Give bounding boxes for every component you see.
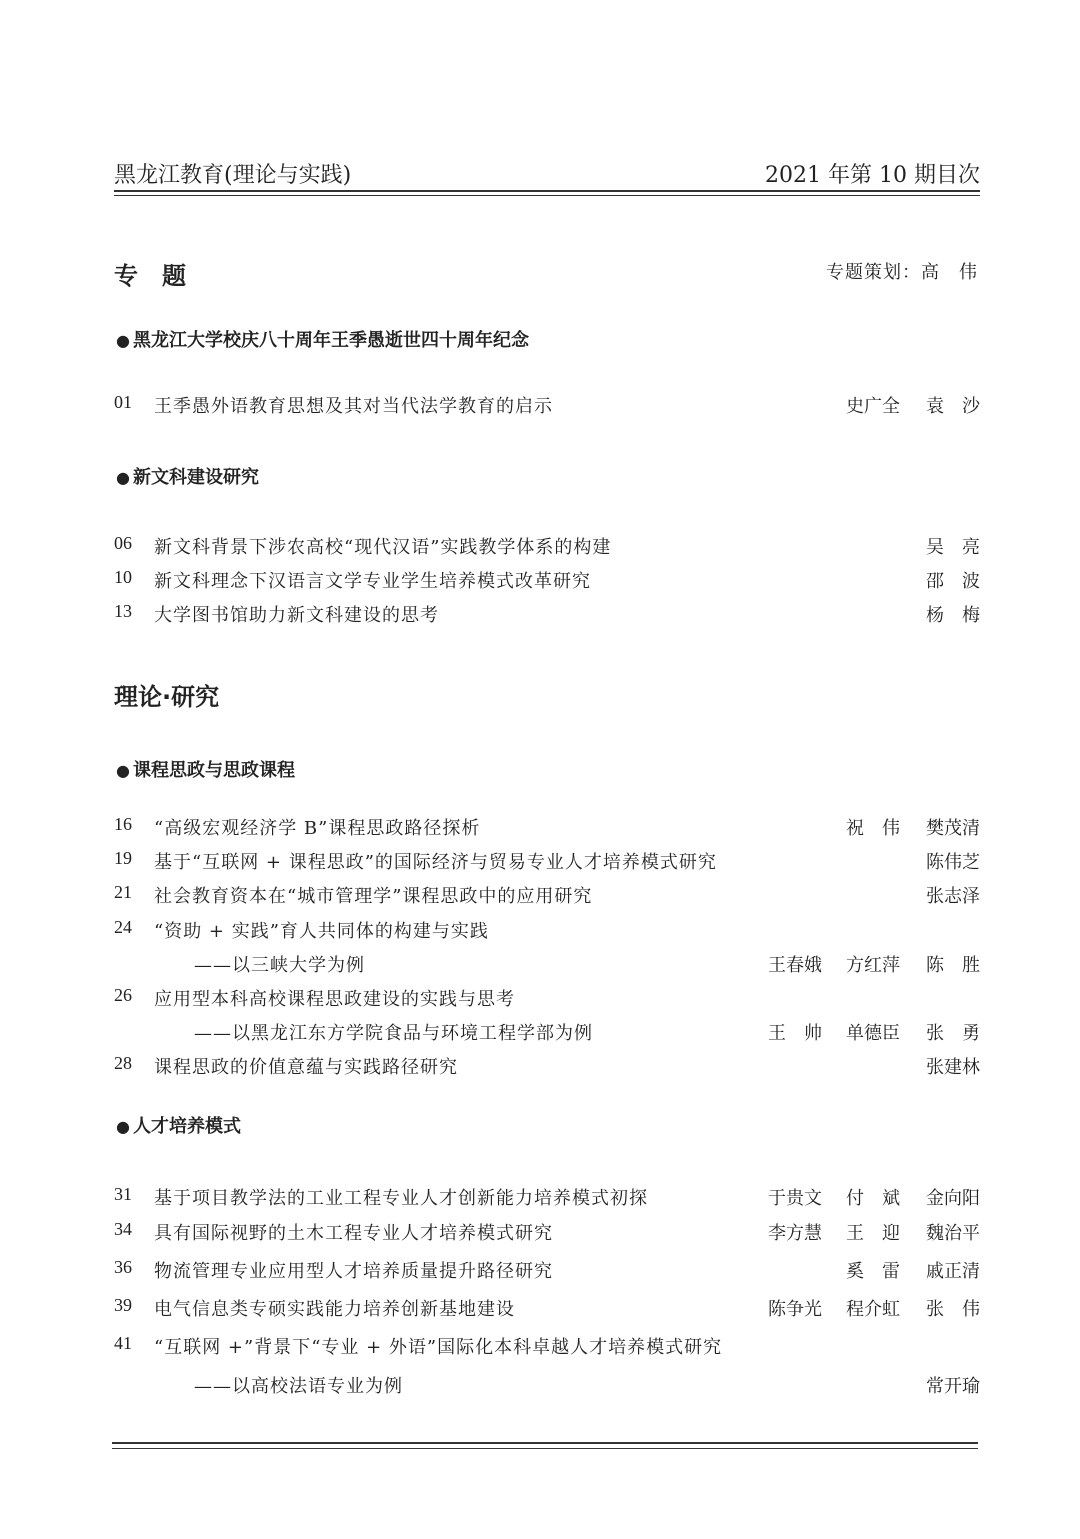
bullet-icon: ● <box>116 761 130 780</box>
author: 王 迎 <box>846 1223 900 1244</box>
page-number: 28 <box>114 1053 132 1073</box>
toc-entry[interactable] <box>114 601 980 627</box>
bullet-icon: ● <box>116 1117 130 1136</box>
author: 张 勇 <box>926 1023 980 1044</box>
page-number: 19 <box>114 848 132 868</box>
page-number: 34 <box>114 1219 132 1239</box>
toc-entry[interactable] <box>114 567 980 593</box>
article-title[interactable]: 基于项目教学法的工业工程专业人才创新能力培养模式初探 <box>154 1188 648 1209</box>
article-subtitle[interactable]: ——以高校法语专业为例 <box>194 1376 403 1397</box>
toc-entry[interactable] <box>114 1257 980 1283</box>
subsection-heading <box>116 463 259 489</box>
author: 陈争光 <box>768 1299 822 1320</box>
header-rule-thick <box>114 190 980 192</box>
footer-rule-thin <box>112 1448 978 1449</box>
article-title[interactable]: 电气信息类专硕实践能力培养创新基地建设 <box>154 1299 515 1320</box>
author: 吴 亮 <box>926 537 980 558</box>
author: 金向阳 <box>926 1188 980 1209</box>
toc-entry-continued[interactable] <box>114 1372 980 1398</box>
author: 常开瑜 <box>926 1376 980 1397</box>
page-number: 24 <box>114 917 132 937</box>
article-title[interactable]: “资助 + 实践”育人共同体的构建与实践 <box>154 921 489 942</box>
author: 方红萍 <box>846 955 900 976</box>
toc-entry[interactable] <box>114 1184 980 1210</box>
toc-entry[interactable] <box>114 533 980 559</box>
issue-title: 2021 年第 10 期目次 <box>765 163 980 188</box>
article-title[interactable]: 基于“互联网 + 课程思政”的国际经济与贸易专业人才培养模式研究 <box>154 852 717 873</box>
footer-rule-thick <box>112 1442 978 1444</box>
article-title[interactable]: 课程思政的价值意蕴与实践路径研究 <box>154 1057 458 1078</box>
author: 于贵文 <box>768 1188 822 1209</box>
section-title-special: 专 题 <box>114 262 186 290</box>
author: 陈伟芝 <box>926 852 980 873</box>
bullet-icon: ● <box>116 468 130 487</box>
author: 李方慧 <box>768 1223 822 1244</box>
toc-entry[interactable] <box>114 985 980 1011</box>
article-title[interactable]: 社会教育资本在“城市管理学”课程思政中的应用研究 <box>154 886 593 907</box>
author: 王 帅 <box>768 1023 822 1044</box>
toc-entry[interactable] <box>114 917 980 943</box>
page-number: 39 <box>114 1295 132 1315</box>
page-number: 41 <box>114 1333 132 1353</box>
subsection-heading <box>116 326 529 352</box>
author: 魏治平 <box>926 1223 980 1244</box>
toc-entry-continued[interactable] <box>114 1019 980 1045</box>
article-title[interactable]: 王季愚外语教育思想及其对当代法学教育的启示 <box>154 396 553 417</box>
header-rule-thin <box>114 195 980 196</box>
author: 付 斌 <box>846 1188 900 1209</box>
journal-title: 黑龙江教育(理论与实践) <box>114 163 352 188</box>
subsection-title: 课程思政与思政课程 <box>132 760 295 781</box>
page-number: 10 <box>114 567 132 587</box>
author: 邵 波 <box>926 571 980 592</box>
author: 王春娥 <box>768 955 822 976</box>
author: 程介虹 <box>846 1299 900 1320</box>
article-title[interactable]: 具有国际视野的土木工程专业人才培养模式研究 <box>154 1223 553 1244</box>
subsection-title: 新文科建设研究 <box>132 467 259 488</box>
subsection-title: 黑龙江大学校庆八十周年王季愚逝世四十周年纪念 <box>132 330 529 351</box>
author: 杨 梅 <box>926 605 980 626</box>
running-header <box>114 158 980 194</box>
page-number: 01 <box>114 392 132 412</box>
article-title[interactable]: 新文科背景下涉农高校“现代汉语”实践教学体系的构建 <box>154 537 612 558</box>
author: 张 伟 <box>926 1299 980 1320</box>
toc-entry[interactable] <box>114 1333 980 1359</box>
toc-entry[interactable] <box>114 882 980 908</box>
article-title[interactable]: 应用型本科高校课程思政建设的实践与思考 <box>154 989 515 1010</box>
toc-entry[interactable] <box>114 814 980 840</box>
page-number: 21 <box>114 882 132 902</box>
author: 史广全 <box>846 396 900 417</box>
toc-entry[interactable] <box>114 1295 980 1321</box>
toc-entry-continued[interactable] <box>114 951 980 977</box>
article-subtitle[interactable]: ——以黑龙江东方学院食品与环境工程学部为例 <box>194 1023 593 1044</box>
author: 张建林 <box>926 1057 980 1078</box>
author: 袁 沙 <box>926 396 980 417</box>
article-title[interactable]: “互联网 +”背景下“专业 + 外语”国际化本科卓越人才培养模式研究 <box>154 1337 723 1358</box>
author: 樊茂清 <box>926 818 980 839</box>
toc-entry[interactable] <box>114 1053 980 1079</box>
author: 祝 伟 <box>846 818 900 839</box>
article-subtitle[interactable]: ——以三峡大学为例 <box>194 955 365 976</box>
page-number: 36 <box>114 1257 132 1277</box>
topic-planner <box>826 258 978 284</box>
author: 陈 胜 <box>926 955 980 976</box>
bullet-icon: ● <box>116 331 130 350</box>
subsection-heading <box>116 756 295 782</box>
author: 张志泽 <box>926 886 980 907</box>
planner-label: 专题策划： <box>826 262 921 283</box>
section-title-theory: 理论·研究 <box>114 683 220 711</box>
page-number: 16 <box>114 814 132 834</box>
article-title[interactable]: 大学图书馆助力新文科建设的思考 <box>154 605 439 626</box>
article-title[interactable]: 新文科理念下汉语言文学专业学生培养模式改革研究 <box>154 571 591 592</box>
subsection-title: 人才培养模式 <box>132 1116 241 1137</box>
planner-name: 高 伟 <box>921 262 978 283</box>
author: 奚 雷 <box>846 1261 900 1282</box>
page-number: 13 <box>114 601 132 621</box>
toc-entry[interactable] <box>114 392 980 418</box>
article-title[interactable]: “高级宏观经济学 B”课程思政路径探析 <box>154 818 481 839</box>
article-title[interactable]: 物流管理专业应用型人才培养质量提升路径研究 <box>154 1261 553 1282</box>
page-number: 26 <box>114 985 132 1005</box>
author: 戚正清 <box>926 1261 980 1282</box>
author: 单德臣 <box>846 1023 900 1044</box>
toc-entry[interactable] <box>114 1219 980 1245</box>
page-number: 31 <box>114 1184 132 1204</box>
toc-entry[interactable] <box>114 848 980 874</box>
page-number: 06 <box>114 533 132 553</box>
subsection-heading <box>116 1112 241 1138</box>
